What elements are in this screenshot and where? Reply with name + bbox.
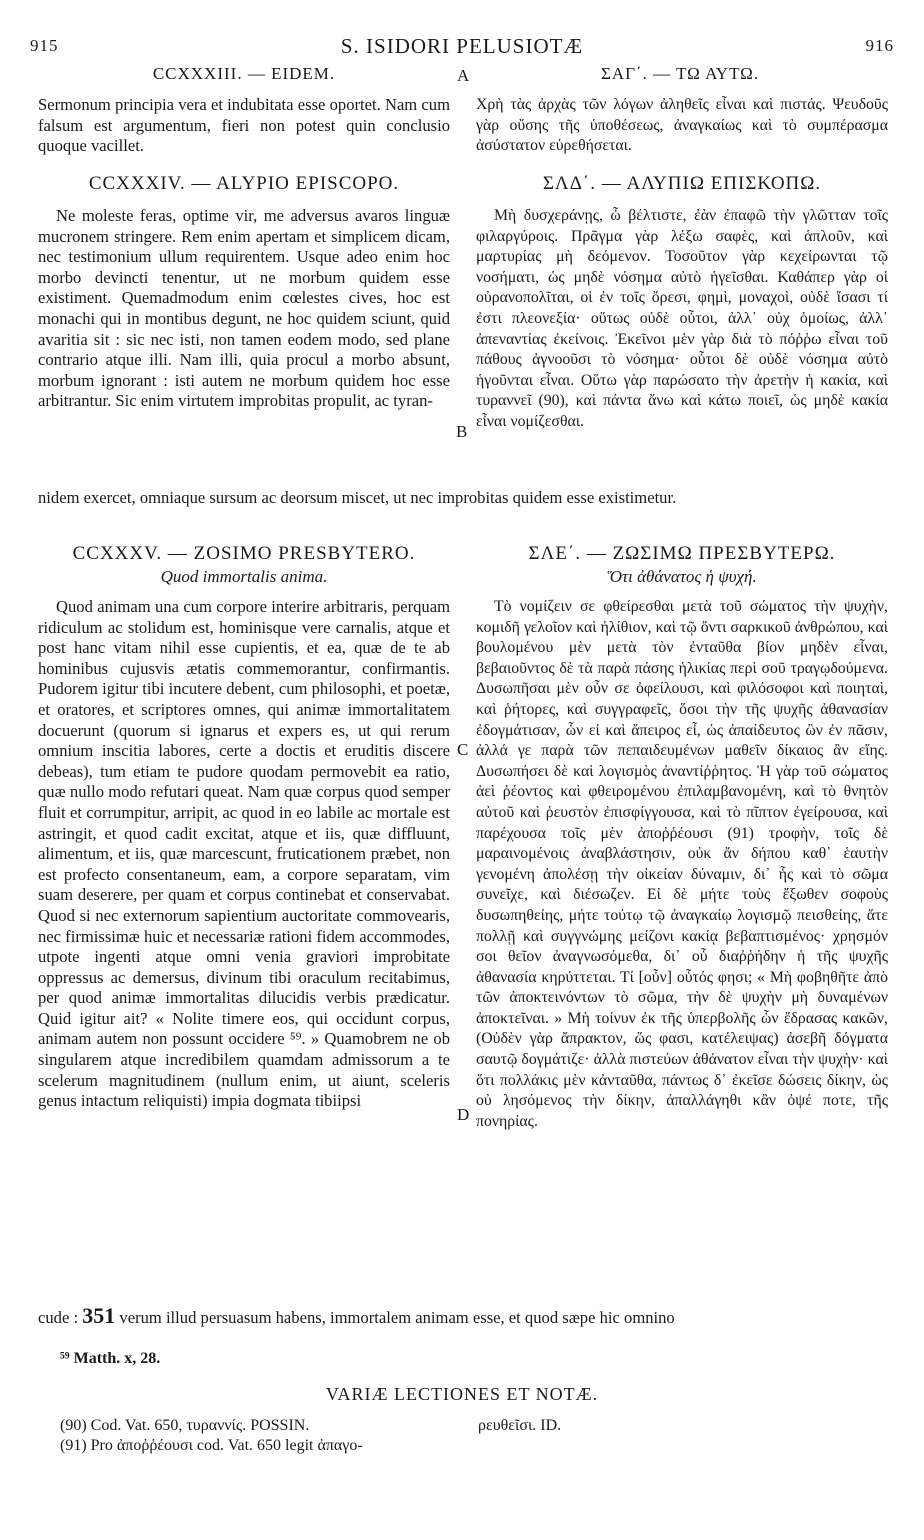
page-number-left: 915 <box>30 36 59 55</box>
greek-subtitle-235: Ὅτι ἀθάνατος ἡ ψυχή. <box>607 567 757 586</box>
greek-column-235 <box>476 597 888 1132</box>
column-number: 351 <box>82 1303 116 1328</box>
greek-paragraph: Τὸ νομίζειν σε φθείρεσθαι μετὰ τοῦ σώματος τὴν ψυχὴν, κομιδῆ γελοῖον καὶ ἠλίθιον, καὶ τῷ ὄντι σαρκικοῦ ἀνθρώπου, καὶ βουλομένου μὲν μετὰ τὸν ἐνταῦθα βίον μηδὲν εἶναι, βεβαιοῦντος δὲ τὰ παρὰ πάσης ἡλικίας περὶ σοῦ τραγῳδούμενα. Δυσωπῆσαι μὲν οὖν σε ὀφείλουσι, καὶ φιλόσοφοι καὶ ποιηταὶ, καὶ ῥήτορες, καὶ συγγραφεῖς, ὅσοι τὴν τῆς ψυχῆς ἀθανασίαν ἐδογμάτισαν, ὧν εἰ καὶ ἄπειρος εἶ, ὡς ἀπαίδευτος ὢν ἐν πᾶσιν, ἀλλά γε παρὰ τῶν πεπαιδευμένων μαθεῖν δίκαιος ἂν εἴης. Δυσωπήσει δὲ καὶ λογισμὸς ἀναντίῤῥητος. Ἡ γὰρ τοῦ σώματος ἀεὶ ῥέοντος καὶ φθειρομένου ἐπιλαμβανομένη, καὶ τὸ θνητὸν αὐτοῦ καὶ ῥευστὸν ἐπισφίγγουσα, καὶ τὸ πῖπτον ἐγείρουσα, καὶ παρέχουσα τοῖς μὲν ἀποῤῥέουσι (91) τροφὴν, τοῖς δὲ μαραινομένοις ἀναβλάστησιν, οὐκ ἄν δήπου καθ᾽ ἑαυτὴν γενομένη ἀπολέσῃ τὴν οἰκείαν δύναμιν, δι᾽ ἧς καὶ τὸ σῶμα συνεῖχε, καὶ διέσωζεν. Εἰ δὲ μήτε τοὺς ἔξωθεν σοφοὺς δυσωπηθείης, μήτε τούτῳ τῷ ἀναγκαίῳ λογισμῷ πεισθείης, ἅτε πολλῇ καὶ συγγνώμης μείζονι κακίᾳ βεβαπτισμένος· χρησμόν σοι θεῖον ἀναγνωσόμεθα, δι᾽ οὗ διαῤῥήδην ἡ τῆς ψυχῆς ἀθανασία κηρύττεται. Τί [οὖν] οὗτός φησι; « Μὴ φοβηθῆτε ἀπὸ τῶν ἀποκτεινόντων τὸ σῶμα, τὴν δὲ ψυχὴν μὴ δυναμένων ἀποκτεῖναι. » Μὴ τοίνυν ἐκ τῆς ὑπερβολῆς ὧν ἔδρασας κακῶν, (Οὐδὲν γὰρ ἄπρακτον, ὥς φασι, κατέλειψας) ἀσεβῆ δόγματα σαυτῷ δογμάτιζε· ἀλλὰ πιστεύων ἀθάνατον εἶναι τὴν ψυχὴν· καὶ ὅτι πολλάκις μὲν κἀνταῦθα, πάντως δ᾽ ἐκεῖσε δώσεις δίκην, ὡς οὐ λησόμενος τὴν δίκην, ἀπαλλάγηθι κἂν ὀψέ ποτε, τῆς πονηρίας. <box>476 598 888 1130</box>
latin-column-234 <box>38 206 450 412</box>
latin-paragraph: Quod animam una cum corpore interire arbitraris, perquam ridiculum ac stolidum est, hominisque vere carnalis, atque et post hanc vitam nihil esse cupientis, et ea, quæ de te ab hominibus cujusvis ætatis commemorantur, confirmantis. Pudorem igitur tibi incutere debent, cum philosophi, et poetæ, et oratores, et scriptores omnes, qui animæ immortalitatem docuerunt (quorum si ignarus et expers es, ut qui rerum omnium inscitia labores, certe a doctis et eruditis discere debeas), tum etiam te pudore quodam permovebit ea ratio, quæ nullo modo refutari queat. Nam quæ corpus quod semper fluit et corrumpitur, arripit, ac quod in eo labile ac mortale est astringit, et quod cadit excitat, atque et iis, quæ diffluunt, alimentum, et iis, quæ marcescunt, fruticationem præbet, non est profecto consentaneum, eam, a corpore separatam, vim suam deserere, per quam et corpus continebat et conservabat. Quod si nec externorum sapientium auctoritate commovearis, nec firmissimæ huic et necessariæ rationi fidem accommodes, utpote ingenti atque omni venia graviori improbitate oppressus ac demersus, divinum tibi oraculum recitabimus, per quod animæ immortalitas dilucidis verbis prædicatur. Quid igitur ait? « Nolite timere eos, qui occidunt corpus, animam autem non possunt occidere ⁵⁹. » Quamobrem ne ob singularem atque incredibilem quamdam admissorum a te scelerum magnitudinem (nullum enim, ut aiunt, sceleris genus intactum reliquisti) impia dogmata tibiipsi <box>38 597 450 1111</box>
latin-column-233 <box>38 95 450 157</box>
greek-paragraph: Χρὴ τὰς ἀρχὰς τῶν λόγων ἀληθεῖς εἶναι καὶ πιστάς. Ψευδοῦς γὰρ οὔσης τῆς ὑποθέσεως, ἀναγκαίως καὶ τὸ συμπέρασμα ἀσύστατον εὑρεθήσεται. <box>476 96 888 155</box>
page-number-right: 916 <box>865 36 894 55</box>
margin-marker-b: B <box>456 422 468 441</box>
continuation-text: verum illud persuasum habens, immortalem animam esse, et quod sæpe hic omnino <box>119 1308 675 1327</box>
latin-column-235 <box>38 597 450 1112</box>
greek-title-235: ΣΛΕ΄. — ΖΩΣΙΜΩ ΠΡΕΣΒΥΤΕΡΩ. <box>528 543 836 564</box>
margin-marker-c: C <box>457 740 469 759</box>
margin-marker-a: A <box>457 66 470 85</box>
variae-left-column <box>60 1416 460 1456</box>
latin-paragraph: Sermonum principia vera et indubitata esse oportet. Nam cum falsum est argumentum, fieri non potest quin conclusio quoque vacillet. <box>38 95 450 156</box>
latin-title-234: CCXXXIV. — ALYPIO EPISCOPO. <box>88 173 400 194</box>
continuation-text: cude : <box>38 1308 79 1327</box>
variae-note-90: (90) Cod. Vat. 650, τυραννίς. POSSIN. <box>60 1417 310 1434</box>
variae-note-91: (91) Pro ἀποῤῥέουσι cod. Vat. 650 legit ἀπαγο- <box>60 1437 363 1454</box>
variae-lectiones-heading: VARIÆ LECTIONES ET NOTÆ. <box>325 1384 599 1404</box>
full-width-line-234: nidem exercet, omniaque sursum ac deorsum miscet, ut nec improbitas quidem esse existimetur. <box>38 488 677 507</box>
greek-title-234: ΣΛΔ΄. — ΑΛΥΠΙΩ ΕΠΙΣΚΟΠΩ. <box>542 173 822 194</box>
latin-paragraph: Ne moleste feras, optime vir, me adversus avaros linguæ mucronem stringere. Rem enim apertam et simplicem dicam, nec testimonium ullum requirentem. Usque adeo enim hoc morbo devincti tenentur, ut ne morbum quidem esse existiment. Quemadmodum enim cœlestes cives, hoc est monachi qui in montibus degunt, ne hoc quidem sciunt, quid avaritia sit : sic nec isti, non tamen eodem modo, sed plane contrario atque illi. Nam illi, quia procul a morbo absunt, morbum ignorant : isti autem ne morbum quidem hoc esse arbitrantur. Sic enim virtutem improbitas propulit, ac tyran- <box>38 206 450 411</box>
variae-right-column: ρευθεῖσι. ID. <box>478 1417 562 1434</box>
footnote: ⁵⁹ Matth. x, 28. <box>60 1350 161 1367</box>
latin-title-235: CCXXXV. — ZOSIMO PRESBYTERO. <box>72 543 416 564</box>
latin-title-233: CCXXXIII. — EIDEM. <box>152 64 336 83</box>
latin-subtitle-235: Quod immortalis anima. <box>160 567 328 586</box>
greek-title-233: ΣΑΓ΄. — ΤΩ ΑΥΤΩ. <box>600 64 760 83</box>
running-title: S. ISIDORI PELUSIOTÆ <box>340 34 584 58</box>
greek-column-233 <box>476 95 888 157</box>
greek-column-234 <box>476 206 888 433</box>
margin-marker-d: D <box>457 1105 470 1124</box>
full-width-line-235 <box>38 1303 888 1329</box>
greek-paragraph: Μὴ δυσχεράνῃς, ὦ βέλτιστε, ἐὰν ἐπαφῶ τὴν γλῶτταν τοῖς φιλαργύροις. Πρᾶγμα γὰρ λέξω σαφὲς, καὶ ἁπλοῦν, καὶ μαρτυρίας μὴ δεόμενον. Τοσοῦτον γὰρ κεχείρωνται τῷ νοσήματι, ὡς μηδὲ νόσημα αὐτὸ ἡγεῖσθαι. Καθάπερ γὰρ οἱ οὐρανοπολῖται, οἱ ἐν τοῖς ὄρεσι, φημὶ, μοναχοὶ, οὐδὲ ἴσασι τί ἐστι πλεονεξία· οὕτως οὐδὲ οὗτοι, ἀλλ᾽ οὐχ ὁμοίως, ἀλλ᾽ ἀπεναντίας ἐκείνοις. Ἐκεῖνοι μὲν γὰρ διὰ τὸ πόῤῥω εἶναι τοῦ πάθους ἀγνοοῦσι τὸ νόσημα· οὗτοι δὲ οὐδὲ νόσημα αὐτὸ ἡγοῦνται εἶναι. Οὕτω γὰρ παρώσατο τὴν ἀρετὴν ἡ κακία, καὶ τυραννεῖ (90), καὶ πάντα ἄνω καὶ κάτω ποιεῖ, ὡς μηδὲ κακία εἶναι νομίζεσθαι. <box>476 207 888 430</box>
